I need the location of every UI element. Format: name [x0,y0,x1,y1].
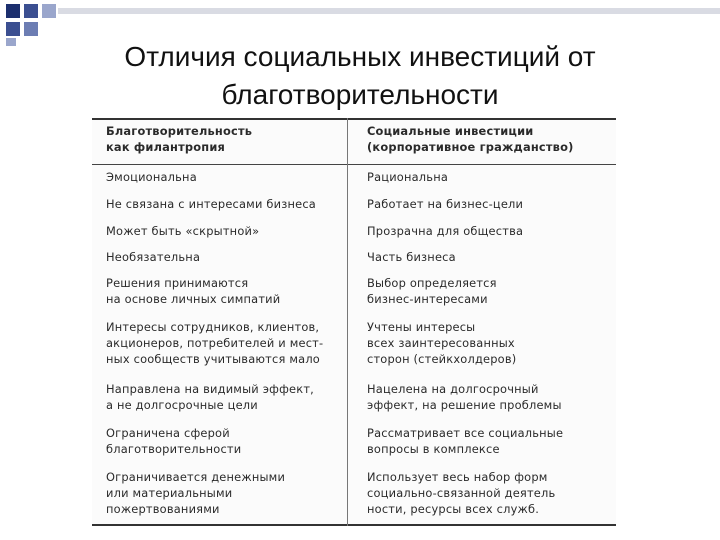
top-divider-bar [58,8,720,14]
table-cell-charity: Ограничивается денежными или материальными пожертвованиями [106,470,286,516]
header-social-investment: Социальные инвестиции (корпоративное гражданство) [367,124,574,154]
corner-decoration [0,0,60,48]
table-cell-charity: Эмоциональна [106,170,197,184]
table-cell-investment: Учтены интересы всех заинтересованных сторон (стейкхолдеров) [367,320,517,366]
table-cell-investment: Часть бизнеса [367,250,456,264]
header-charity: Благотворительность как филантропия [106,124,253,154]
table-cell-investment: Работает на бизнес-цели [367,197,524,211]
table-cell-charity: Необязательна [106,250,201,264]
table-cell-investment: Прозрачна для общества [367,224,524,238]
table-cell-investment: Рациональна [367,170,449,184]
table-cell-investment: Выбор определяется бизнес-интересами [367,276,497,306]
table-cell-charity: Не связана с интересами бизнеса [106,197,316,211]
table-top-rule [92,118,616,120]
table-cell-charity: Ограничена сферой благотворительности [106,426,242,456]
decor-square [6,38,16,46]
table-cell-charity: Интересы сотрудников, клиентов, акционеров, потребителей и мест- ных сообществ учитываются мало [106,320,324,366]
table-bottom-rule [92,524,616,526]
table-cell-charity: Направлена на видимый эффект, а не долгосрочные цели [106,382,314,412]
column-separator [347,118,348,526]
comparison-table [92,118,616,526]
table-cell-charity: Решения принимаются на основе личных симпатий [106,276,281,306]
table-cell-investment: Использует весь набор форм социально-связанной деятель ности, ресурсы всех служб. [367,470,556,516]
slide-title: Отличия социальных инвестиций от благотворительности [124,41,596,110]
table-cell-investment: Нацелена на долгосрочный эффект, на решение проблемы [367,382,562,412]
table-cell-charity: Может быть «скрытной» [106,224,260,238]
decor-square [24,22,38,36]
decor-square [24,4,38,18]
decor-square [6,4,20,18]
table-header-rule [92,164,616,165]
decor-square [42,4,56,18]
decor-square [6,22,20,36]
table-cell-investment: Рассматривает все социальные вопросы в комплексе [367,426,564,456]
